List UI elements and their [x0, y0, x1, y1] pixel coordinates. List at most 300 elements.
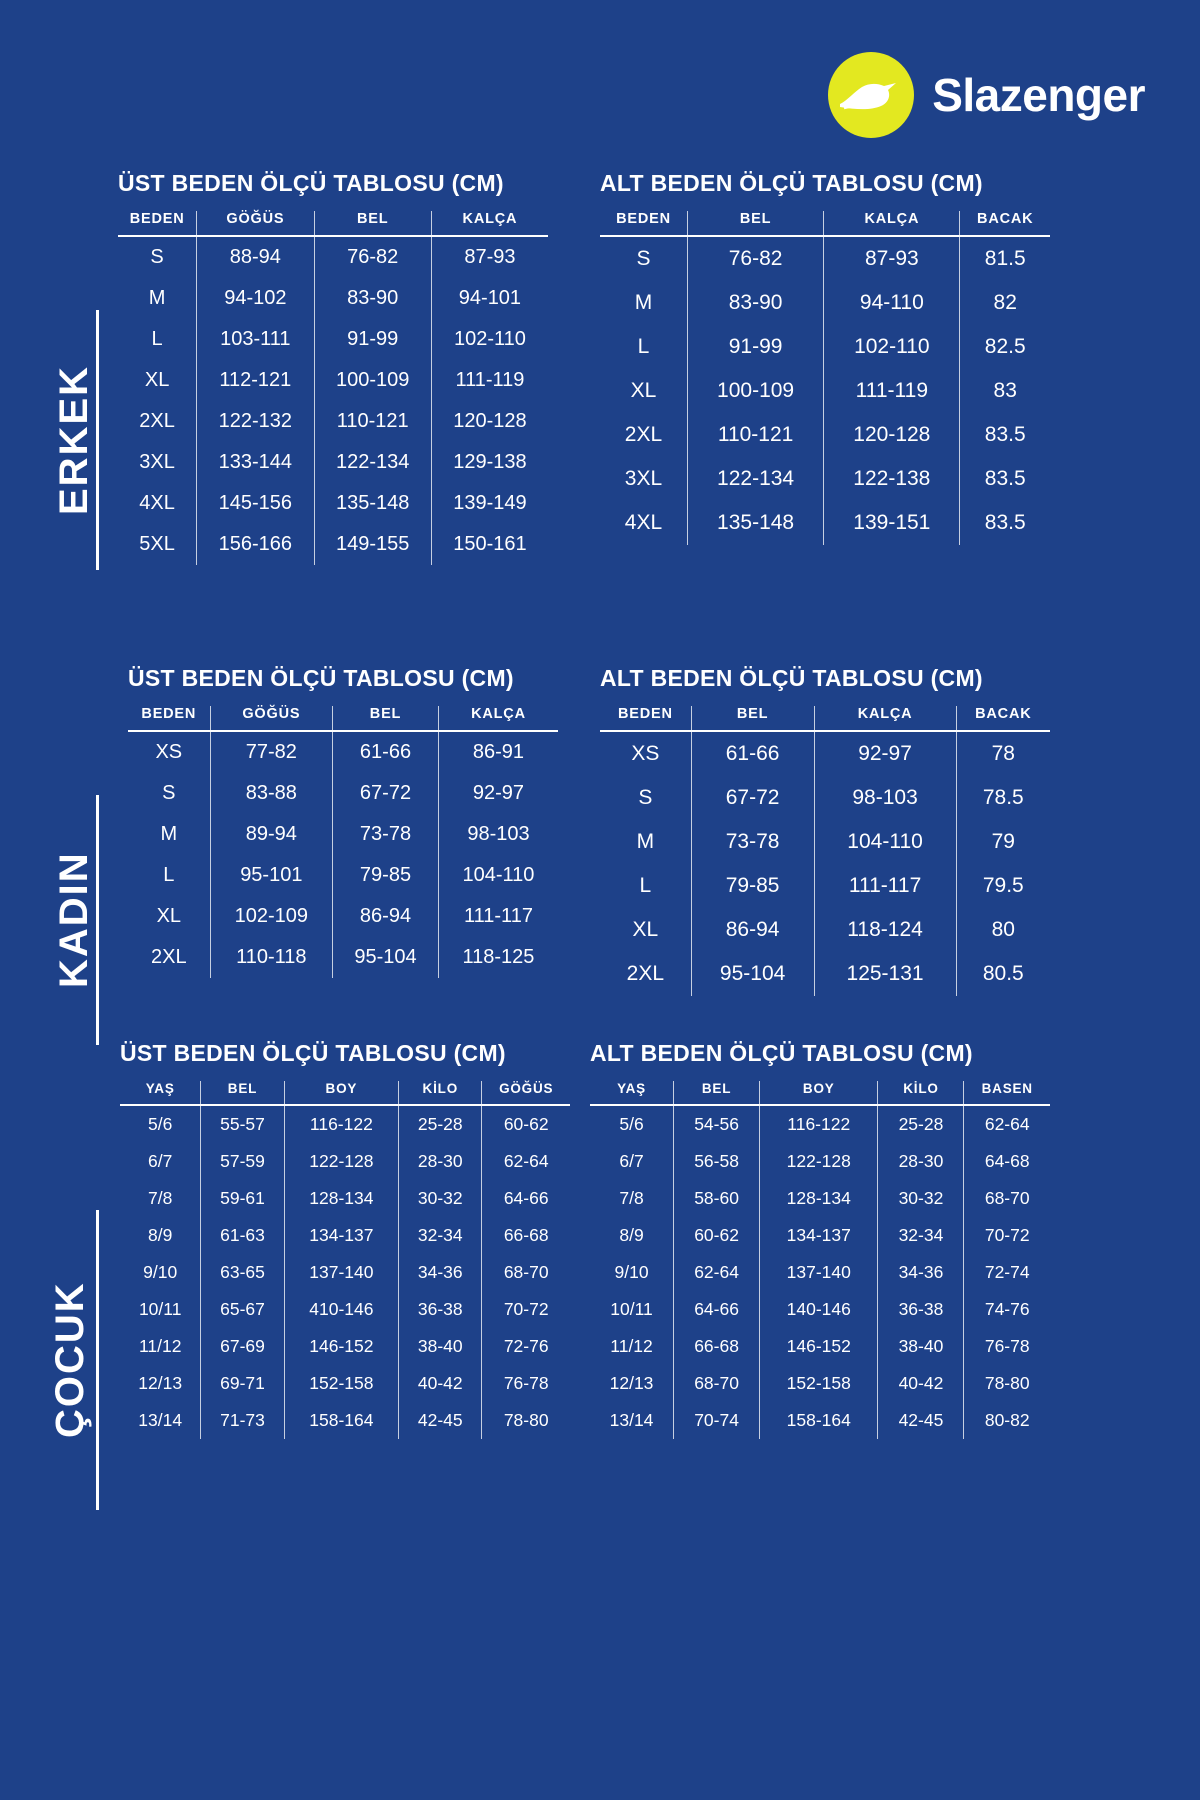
col-header: BEDEN: [141, 706, 197, 722]
table-row: [128, 773, 558, 814]
cell: 60-62: [482, 1105, 570, 1143]
cell: 65-67: [201, 1291, 284, 1328]
cell: 76-78: [482, 1365, 570, 1402]
cell: 70-74: [674, 1402, 760, 1439]
col-header: GÖĞÜS: [197, 211, 314, 236]
cell: 102-110: [824, 325, 960, 369]
cell: 79-85: [333, 855, 439, 896]
table-row: [600, 731, 1050, 776]
cell: 59-61: [201, 1180, 284, 1217]
cell: 98-103: [814, 776, 956, 820]
table-header-row: [118, 211, 548, 236]
col-header: BEDEN: [616, 211, 671, 227]
cell: 79.5: [956, 864, 1050, 908]
cell: 70-72: [482, 1291, 570, 1328]
cell: 137-140: [284, 1254, 399, 1291]
cell: 83-90: [314, 278, 431, 319]
cell: 86-94: [691, 908, 814, 952]
brand-name: Slazenger: [932, 69, 1145, 121]
table-row: [600, 281, 1050, 325]
cell: 78: [956, 731, 1050, 776]
cell: 118-125: [438, 937, 558, 978]
cell: 122-132: [197, 401, 314, 442]
col-header: BEDEN: [129, 211, 185, 227]
cell: 134-137: [284, 1217, 399, 1254]
cell: 63-65: [201, 1254, 284, 1291]
cell: 95-104: [691, 952, 814, 996]
cell: XL: [156, 905, 182, 927]
cell: L: [637, 335, 650, 358]
kadin-top-table-block: [128, 665, 558, 978]
cell: 129-138: [431, 442, 548, 483]
cell: 111-117: [438, 896, 558, 937]
cell: 78-80: [482, 1402, 570, 1439]
cell: 86-91: [438, 731, 558, 773]
cell: 100-109: [687, 369, 823, 413]
cell: 82: [960, 281, 1050, 325]
table-row: [600, 820, 1050, 864]
cell: 120-128: [431, 401, 548, 442]
slazenger-panther-icon: [828, 52, 914, 138]
cell: XS: [631, 742, 660, 765]
cell: 89-94: [210, 814, 332, 855]
kadin-bottom-table: [600, 706, 1050, 996]
cell: 135-148: [314, 483, 431, 524]
cell: 76-82: [687, 236, 823, 281]
table-row: [590, 1365, 1050, 1402]
cell: 135-148: [687, 501, 823, 545]
erkek-bottom-table: [600, 211, 1050, 545]
col-header: YAŞ: [145, 1081, 175, 1096]
cell: XS: [155, 741, 183, 763]
cell: 69-71: [201, 1365, 284, 1402]
table-row: [118, 483, 548, 524]
table-row: [600, 952, 1050, 996]
table-row: [600, 501, 1050, 545]
cell: 73-78: [333, 814, 439, 855]
table-row: [120, 1143, 570, 1180]
cell: 66-68: [482, 1217, 570, 1254]
table-row: [120, 1254, 570, 1291]
cell: 30-32: [878, 1180, 964, 1217]
divider: [96, 795, 99, 1045]
cell: 10/11: [610, 1299, 653, 1319]
cell: 83.5: [960, 501, 1050, 545]
cell: 67-69: [201, 1328, 284, 1365]
cell: 103-111: [197, 319, 314, 360]
cell: 72-76: [482, 1328, 570, 1365]
cell: 410-146: [284, 1291, 399, 1328]
cell: 68-70: [674, 1365, 760, 1402]
table-row: [128, 855, 558, 896]
col-header: BEL: [314, 211, 431, 236]
cell: 122-128: [760, 1143, 878, 1180]
table-row: [120, 1365, 570, 1402]
table-header-row: [590, 1081, 1050, 1105]
table-row: [120, 1105, 570, 1143]
cell: 146-152: [284, 1328, 399, 1365]
cell: 9/10: [143, 1262, 178, 1282]
cell: XL: [144, 369, 170, 391]
cell: 11/12: [138, 1336, 182, 1356]
cell: 34-36: [399, 1254, 482, 1291]
cell: 152-158: [760, 1365, 878, 1402]
col-header: BOY: [760, 1081, 878, 1105]
kadin-bottom-table-block: [600, 665, 1050, 996]
cell: 8/9: [619, 1225, 644, 1245]
cell: 78.5: [956, 776, 1050, 820]
cell: L: [163, 864, 175, 886]
cell: 91-99: [687, 325, 823, 369]
table-row: [128, 937, 558, 978]
table-row: [118, 524, 548, 565]
cell: 70-72: [964, 1217, 1050, 1254]
cell: 86-94: [333, 896, 439, 937]
table-row: [120, 1402, 570, 1439]
cell: 40-42: [399, 1365, 482, 1402]
cell: 62-64: [482, 1143, 570, 1180]
cell: 81.5: [960, 236, 1050, 281]
cell: 83.5: [960, 457, 1050, 501]
col-header: KALÇA: [814, 706, 956, 731]
table-row: [120, 1217, 570, 1254]
table-row: [118, 442, 548, 483]
table-row: [600, 413, 1050, 457]
cell: 4XL: [139, 492, 175, 514]
cell: 134-137: [760, 1217, 878, 1254]
cell: 82.5: [960, 325, 1050, 369]
table-title: ALT BEDEN ÖLÇÜ TABLOSU (CM): [600, 665, 983, 691]
cell: 94-110: [824, 281, 960, 325]
cell: 118-124: [814, 908, 956, 952]
cocuk-top-table-block: [120, 1040, 570, 1439]
cell: 128-134: [284, 1180, 399, 1217]
cell: 13/14: [609, 1410, 654, 1430]
col-header: BOY: [284, 1081, 399, 1105]
erkek-top-table: [118, 211, 548, 565]
cell: 25-28: [878, 1105, 964, 1143]
cell: 68-70: [964, 1180, 1050, 1217]
cell: 28-30: [878, 1143, 964, 1180]
table-row: [128, 896, 558, 937]
cell: 72-74: [964, 1254, 1050, 1291]
table-row: [118, 278, 548, 319]
cell: 94-101: [431, 278, 548, 319]
table-row: [590, 1180, 1050, 1217]
cell: 71-73: [201, 1402, 284, 1439]
table-row: [120, 1180, 570, 1217]
cell: M: [634, 291, 653, 314]
table-header-row: [600, 706, 1050, 731]
cell: 83-90: [687, 281, 823, 325]
cell: 83.5: [960, 413, 1050, 457]
table-row: [128, 814, 558, 855]
cell: 2XL: [139, 410, 175, 432]
cell: 8/9: [148, 1225, 173, 1245]
table-row: [600, 457, 1050, 501]
cell: 78-80: [964, 1365, 1050, 1402]
cell: 79: [956, 820, 1050, 864]
cell: 152-158: [284, 1365, 399, 1402]
col-header: KİLO: [878, 1081, 964, 1105]
cell: 67-72: [691, 776, 814, 820]
col-header: KİLO: [399, 1081, 482, 1105]
table-title: ÜST BEDEN ÖLÇÜ TABLOSU (CM): [118, 170, 504, 196]
kadin-top-table: [128, 706, 558, 978]
table-row: [590, 1291, 1050, 1328]
cell: 55-57: [201, 1105, 284, 1143]
cell: 104-110: [438, 855, 558, 896]
cell: 38-40: [878, 1328, 964, 1365]
cell: 87-93: [431, 236, 548, 278]
col-header: BEL: [674, 1081, 760, 1105]
cell: S: [636, 247, 651, 270]
cell: 111-119: [431, 360, 548, 401]
cell: 61-66: [333, 731, 439, 773]
erkek-bottom-table-block: [600, 170, 1050, 545]
cell: 102-109: [210, 896, 332, 937]
cell: 67-72: [333, 773, 439, 814]
cell: 80-82: [964, 1402, 1050, 1439]
cell: 30-32: [399, 1180, 482, 1217]
col-header: YAŞ: [617, 1081, 646, 1096]
cell: 58-60: [674, 1180, 760, 1217]
cell: 2XL: [624, 423, 663, 446]
col-header: BEL: [201, 1081, 284, 1105]
cell: 2XL: [151, 946, 187, 968]
cell: M: [160, 823, 178, 845]
cell: 10/11: [138, 1299, 182, 1319]
cell: 38-40: [399, 1328, 482, 1365]
table-title: ÜST BEDEN ÖLÇÜ TABLOSU (CM): [120, 1040, 506, 1066]
section-label-kadin: KADIN: [52, 851, 96, 989]
cell: 42-45: [878, 1402, 964, 1439]
cell: 92-97: [814, 731, 956, 776]
cell: 156-166: [197, 524, 314, 565]
cell: 12/13: [609, 1373, 654, 1393]
cell: 64-68: [964, 1143, 1050, 1180]
cell: 5/6: [619, 1114, 644, 1134]
cell: 133-144: [197, 442, 314, 483]
cocuk-bottom-table-block: [590, 1040, 1050, 1439]
table-title: ALT BEDEN ÖLÇÜ TABLOSU (CM): [590, 1040, 973, 1066]
cell: 88-94: [197, 236, 314, 278]
cell: 32-34: [878, 1217, 964, 1254]
table-row: [600, 369, 1050, 413]
cocuk-bottom-table: [590, 1081, 1050, 1439]
cell: 122-128: [284, 1143, 399, 1180]
cell: 110-118: [210, 937, 332, 978]
cell: 54-56: [674, 1105, 760, 1143]
cell: 128-134: [760, 1180, 878, 1217]
col-header: GÖĞÜS: [482, 1081, 570, 1105]
cocuk-top-table: [120, 1081, 570, 1439]
cell: 122-134: [314, 442, 431, 483]
table-row: [600, 908, 1050, 952]
cell: 149-155: [314, 524, 431, 565]
cell: 98-103: [438, 814, 558, 855]
cell: 66-68: [674, 1328, 760, 1365]
cell: 9/10: [614, 1262, 649, 1282]
cell: XL: [632, 918, 659, 941]
col-header: BACAK: [960, 211, 1050, 236]
table-row: [590, 1143, 1050, 1180]
cell: 110-121: [314, 401, 431, 442]
cell: 120-128: [824, 413, 960, 457]
cell: 95-101: [210, 855, 332, 896]
cell: 76-82: [314, 236, 431, 278]
cell: 7/8: [619, 1188, 644, 1208]
cell: 28-30: [399, 1143, 482, 1180]
cell: 62-64: [964, 1105, 1050, 1143]
cell: 3XL: [624, 467, 663, 490]
cell: 77-82: [210, 731, 332, 773]
cell: 3XL: [139, 451, 175, 473]
table-row: [600, 776, 1050, 820]
col-header: BASEN: [964, 1081, 1050, 1105]
cell: 61-66: [691, 731, 814, 776]
table-row: [118, 360, 548, 401]
cell: L: [151, 328, 163, 350]
cell: 74-76: [964, 1291, 1050, 1328]
table-row: [590, 1328, 1050, 1365]
col-header: BEL: [687, 211, 823, 236]
cell: 6/7: [148, 1151, 173, 1171]
cell: 80.5: [956, 952, 1050, 996]
table-header-row: [600, 211, 1050, 236]
cell: 2XL: [626, 962, 665, 985]
cell: 112-121: [197, 360, 314, 401]
cell: 79-85: [691, 864, 814, 908]
cell: 92-97: [438, 773, 558, 814]
cell: 62-64: [674, 1254, 760, 1291]
cell: M: [148, 287, 166, 309]
cell: 13/14: [138, 1410, 183, 1430]
col-header: BEDEN: [617, 706, 673, 722]
cell: 94-102: [197, 278, 314, 319]
cell: 7/8: [148, 1188, 173, 1208]
table-title: ÜST BEDEN ÖLÇÜ TABLOSU (CM): [128, 665, 514, 691]
cell: 40-42: [878, 1365, 964, 1402]
cell: 34-36: [878, 1254, 964, 1291]
cell: 122-134: [687, 457, 823, 501]
cell: 145-156: [197, 483, 314, 524]
cell: 64-66: [482, 1180, 570, 1217]
cell: S: [162, 782, 176, 804]
table-row: [590, 1402, 1050, 1439]
section-label-cocuk: ÇOCUK: [48, 1281, 92, 1439]
cell: 36-38: [878, 1291, 964, 1328]
cell: S: [638, 786, 653, 809]
cell: 111-117: [814, 864, 956, 908]
table-row: [600, 325, 1050, 369]
table-row: [128, 731, 558, 773]
cell: 12/13: [138, 1373, 183, 1393]
divider: [96, 1210, 99, 1510]
cell: 158-164: [284, 1402, 399, 1439]
cell: 116-122: [760, 1105, 878, 1143]
cell: 4XL: [624, 511, 663, 534]
cell: 158-164: [760, 1402, 878, 1439]
table-row: [118, 236, 548, 278]
cell: 111-119: [824, 369, 960, 413]
table-title: ALT BEDEN ÖLÇÜ TABLOSU (CM): [600, 170, 983, 196]
cell: M: [636, 830, 655, 853]
cell: 100-109: [314, 360, 431, 401]
cell: 83: [960, 369, 1050, 413]
cell: 122-138: [824, 457, 960, 501]
col-header: KALÇA: [824, 211, 960, 236]
erkek-top-table-block: [118, 170, 548, 565]
cell: 104-110: [814, 820, 956, 864]
cell: 91-99: [314, 319, 431, 360]
cell: 56-58: [674, 1143, 760, 1180]
col-header: GÖĞÜS: [210, 706, 332, 731]
cell: 95-104: [333, 937, 439, 978]
table-row: [120, 1291, 570, 1328]
cell: L: [639, 874, 652, 897]
cell: 116-122: [284, 1105, 399, 1143]
cell: 25-28: [399, 1105, 482, 1143]
cell: 5XL: [139, 533, 175, 555]
cell: 64-66: [674, 1291, 760, 1328]
col-header: BEL: [333, 706, 439, 731]
cell: 42-45: [399, 1402, 482, 1439]
table-header-row: [120, 1081, 570, 1105]
cell: 68-70: [482, 1254, 570, 1291]
cell: 137-140: [760, 1254, 878, 1291]
cell: 32-34: [399, 1217, 482, 1254]
table-row: [600, 236, 1050, 281]
col-header: BEL: [691, 706, 814, 731]
col-header: KALÇA: [438, 706, 558, 731]
table-row: [118, 319, 548, 360]
cell: 139-151: [824, 501, 960, 545]
table-row: [590, 1105, 1050, 1143]
cell: 125-131: [814, 952, 956, 996]
cell: 87-93: [824, 236, 960, 281]
cell: 150-161: [431, 524, 548, 565]
cell: 5/6: [148, 1114, 173, 1134]
col-header: KALÇA: [431, 211, 548, 236]
cell: 61-63: [201, 1217, 284, 1254]
cell: 110-121: [687, 413, 823, 457]
brand-logo: [828, 52, 1145, 138]
cell: 102-110: [431, 319, 548, 360]
cell: 76-78: [964, 1328, 1050, 1365]
cell: 73-78: [691, 820, 814, 864]
col-header: BACAK: [956, 706, 1050, 731]
cell: 57-59: [201, 1143, 284, 1180]
section-label-erkek: ERKEK: [52, 364, 96, 516]
cell: 139-149: [431, 483, 548, 524]
cell: S: [150, 246, 164, 268]
cell: 11/12: [610, 1336, 653, 1356]
table-row: [590, 1217, 1050, 1254]
cell: XL: [630, 379, 657, 402]
cell: 83-88: [210, 773, 332, 814]
table-row: [590, 1254, 1050, 1291]
cell: 60-62: [674, 1217, 760, 1254]
table-header-row: [128, 706, 558, 731]
cell: 146-152: [760, 1328, 878, 1365]
cell: 6/7: [619, 1151, 644, 1171]
cell: 80: [956, 908, 1050, 952]
cell: 140-146: [760, 1291, 878, 1328]
cell: 36-38: [399, 1291, 482, 1328]
table-row: [600, 864, 1050, 908]
table-row: [120, 1328, 570, 1365]
